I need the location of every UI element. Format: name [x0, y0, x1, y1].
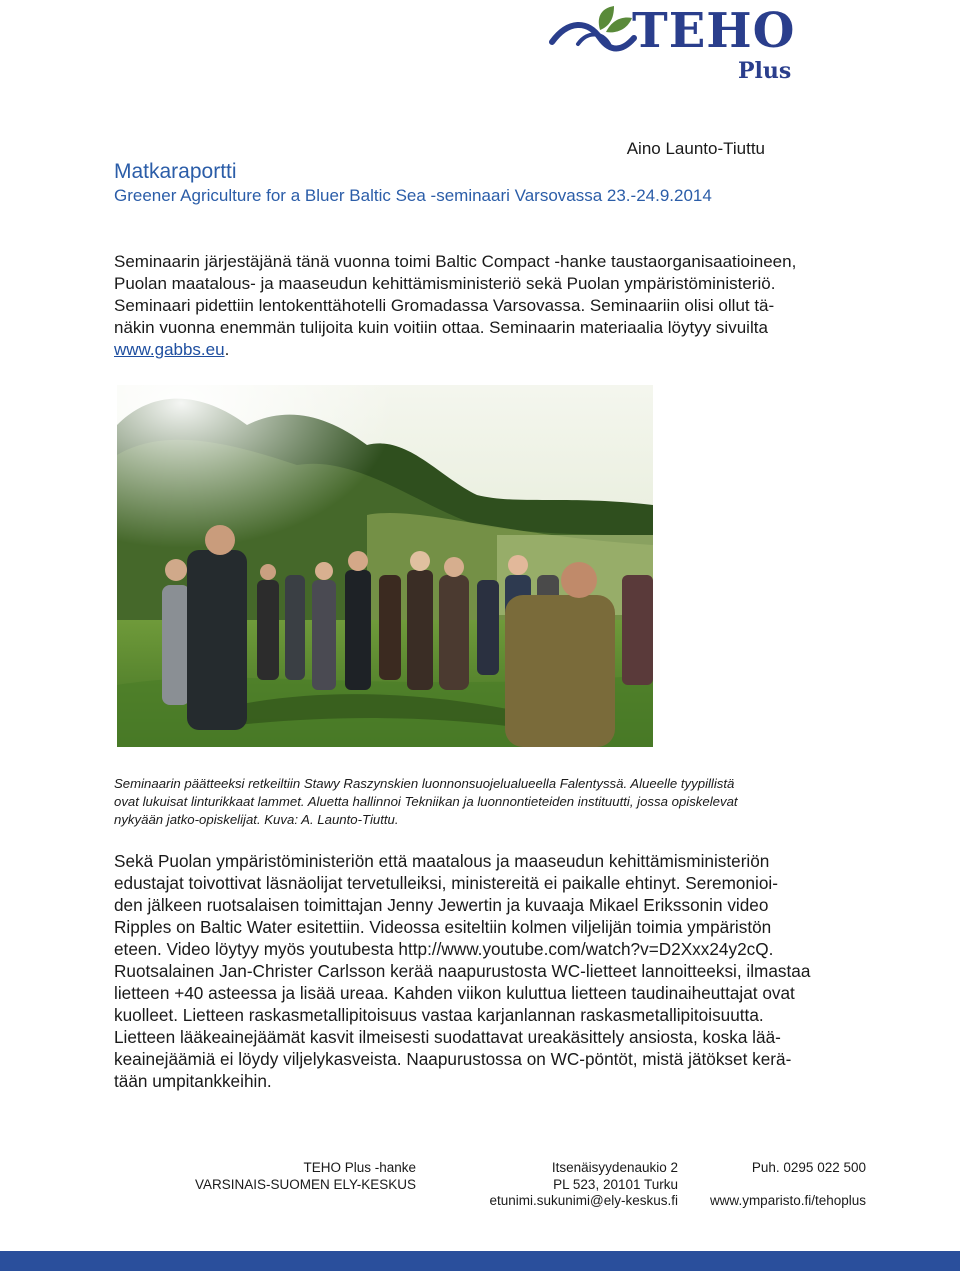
caption-line: ovat lukuisat linturikkaat lammet. Aluetta hallinnoi Tekniikan ja luonnontieteiden instituutti, jossa opiskelevat [114, 794, 738, 809]
body-line: kuolleet. Lietteen raskasmetallipitoisuus vastaa karjanlannan raskasmetallipitoisuutta. [114, 1005, 764, 1025]
body-line: tään umpitankkeihin. [114, 1071, 272, 1091]
link-period: . [224, 340, 230, 359]
author-name: Aino Launto-Tiuttu [626, 139, 765, 158]
intro-line: Puolan maatalous- ja maaseudun kehittämisministeriö sekä Puolan ympäristöministeriö. [114, 274, 776, 293]
footer-project-name: TEHO Plus -hanke [303, 1160, 416, 1175]
body-line: den jälkeen ruotsalaisen toimittajan Jenny Jewertin ja kuvaaja Mikael Erikssonin video [114, 895, 769, 915]
footer-phone: Puh. 0295 022 500 [751, 1160, 866, 1175]
body-line: edustajat toivottivat läsnäolijat tervetulleiksi, ministereitä ei paikalle ehtinyt. Seremonioi- [114, 873, 778, 893]
body-line: Ripples on Baltic Water esitettiin. Videossa esiteltiin kolmen viljelijän toimia ympäristön [114, 917, 772, 937]
footer-contact [690, 1160, 866, 1210]
body-line: lietteen +40 asteessa ja lisää ureaa. Kahden viikon kuluttua lietteen taudinaiheuttajat ovat [114, 983, 795, 1003]
footer-street: Itsenäisyydenaukio 2 [551, 1160, 678, 1175]
body-line: Lietteen lääkeainejäämät kasvit ilmeisesti suodattavat ureakäsittely ansiosta, koska lää- [114, 1027, 781, 1047]
caption-line: Seminaarin päätteeksi retkeiltiin Stawy Raszynskien luonnonsuojelualueella Falentyssä. Alueelle tyypillistä [114, 776, 735, 791]
intro-line: Seminaari pidettiin lentokenttähotelli Gromadassa Varsovassa. Seminaariin olisi ollut tä- [114, 296, 775, 315]
photo-group-in-meadow-icon [117, 385, 653, 747]
logo-title: TEHO [632, 3, 796, 59]
teho-plus-logo [548, 2, 818, 88]
caption-line: nykyään jatko-opiskelijat. Kuva: A. Launto-Tiuttu. [114, 812, 399, 827]
document-subtitle: Greener Agriculture for a Bluer Baltic Sea -seminaari Varsovassa 23.-24.9.2014 [114, 186, 712, 205]
body-line: Sekä Puolan ympäristöministeriön että maatalous ja maaseudun kehittämisministeriön [114, 851, 770, 871]
footer-center-name: VARSINAIS-SUOMEN ELY-KESKUS [194, 1176, 416, 1192]
footer-organization [195, 1160, 416, 1193]
seminar-excursion-photo [117, 385, 653, 747]
intro-line: Seminaarin järjestäjänä tänä vuonna toimi Baltic Compact -hanke taustaorganisaatioineen, [114, 252, 797, 271]
logo-subtitle: Plus [738, 58, 792, 84]
footer-website: www.ymparisto.fi/tehoplus [709, 1193, 866, 1208]
intro-link-line [114, 339, 874, 361]
body-line: eteen. Video löytyy myös youtubesta http://www.youtube.com/watch?v=D2Xxx24y2cQ. [114, 939, 774, 959]
body-paragraph [114, 850, 874, 1092]
footer-email: etunimi.sukunimi@ely-keskus.fi [489, 1193, 678, 1208]
intro-line: näkin vuonna enemmän tulijoita kuin voitiin ottaa. Seminaarin materiaalia löytyy sivuilta [114, 318, 768, 337]
footer-address [460, 1160, 678, 1210]
body-line: Ruotsalainen Jan-Christer Carlsson kerää naapurustosta WC-lietteet lannoitteeksi, ilmastaa [114, 961, 811, 981]
gabbs-link[interactable]: www.gabbs.eu [114, 340, 225, 359]
document-title: Matkaraportti [114, 160, 237, 183]
footer-spacer [690, 1177, 866, 1194]
footer-color-bar [0, 1251, 960, 1271]
body-line: keainejäämiä ei löydy viljelykasveista. Naapurustossa on WC-pöntöt, mistä jätökset kerä- [114, 1049, 792, 1069]
footer-postal: PL 523, 20101 Turku [553, 1176, 678, 1192]
photo-caption [114, 775, 874, 829]
intro-paragraph [114, 251, 874, 361]
